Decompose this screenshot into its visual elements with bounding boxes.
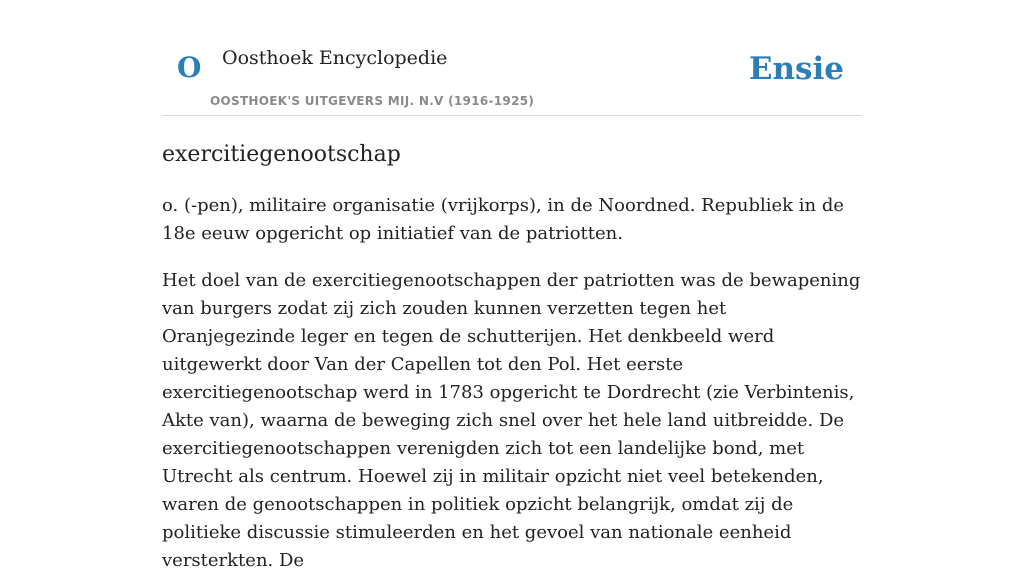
site-title: Oosthoek Encyclopedie — [222, 47, 448, 69]
brand-link[interactable]: Ensie — [748, 51, 844, 87]
logo-link[interactable]: O — [177, 51, 202, 84]
article-paragraph: Het doel van de exercitiegenootschappen der patriotten was de bewapening van burgers zodat zij zich zouden kunnen verzetten tegen het Oranjegezinde leger en tegen de schutterijen. Het denkbeeld werd uitgewerkt door Van der Capellen tot den Pol. Het eerste exercitiegenootschap werd in 1783 opgericht te Dordrecht (zie Verbintenis, Akte van), waarna de beweging zich snel over het hele land uitbreidde. De exercitiegenootschappen verenigden zich tot een landelijke bond, met Utrecht als centrum. Hoewel zij in militair opzicht niet veel betekenden, waren de genootschappen in politiek opzicht belangrijk, omdat zij de politieke discussie stimuleerden en het gevoel van nationale eenheid versterkten. De — [162, 270, 861, 571]
site-header — [162, 0, 862, 116]
article-paragraph: o. (-pen), militaire organisatie (vrijkorps), in de Noordned. Republiek in de 18e eeuw opgericht op initiatief van de patriotten. — [162, 195, 845, 244]
article — [162, 138, 862, 575]
article-title: exercitiegenootschap — [162, 142, 401, 167]
publisher-subtitle: OOSTHOEK'S UITGEVERS MIJ. N.V (1916-1925) — [210, 94, 535, 108]
